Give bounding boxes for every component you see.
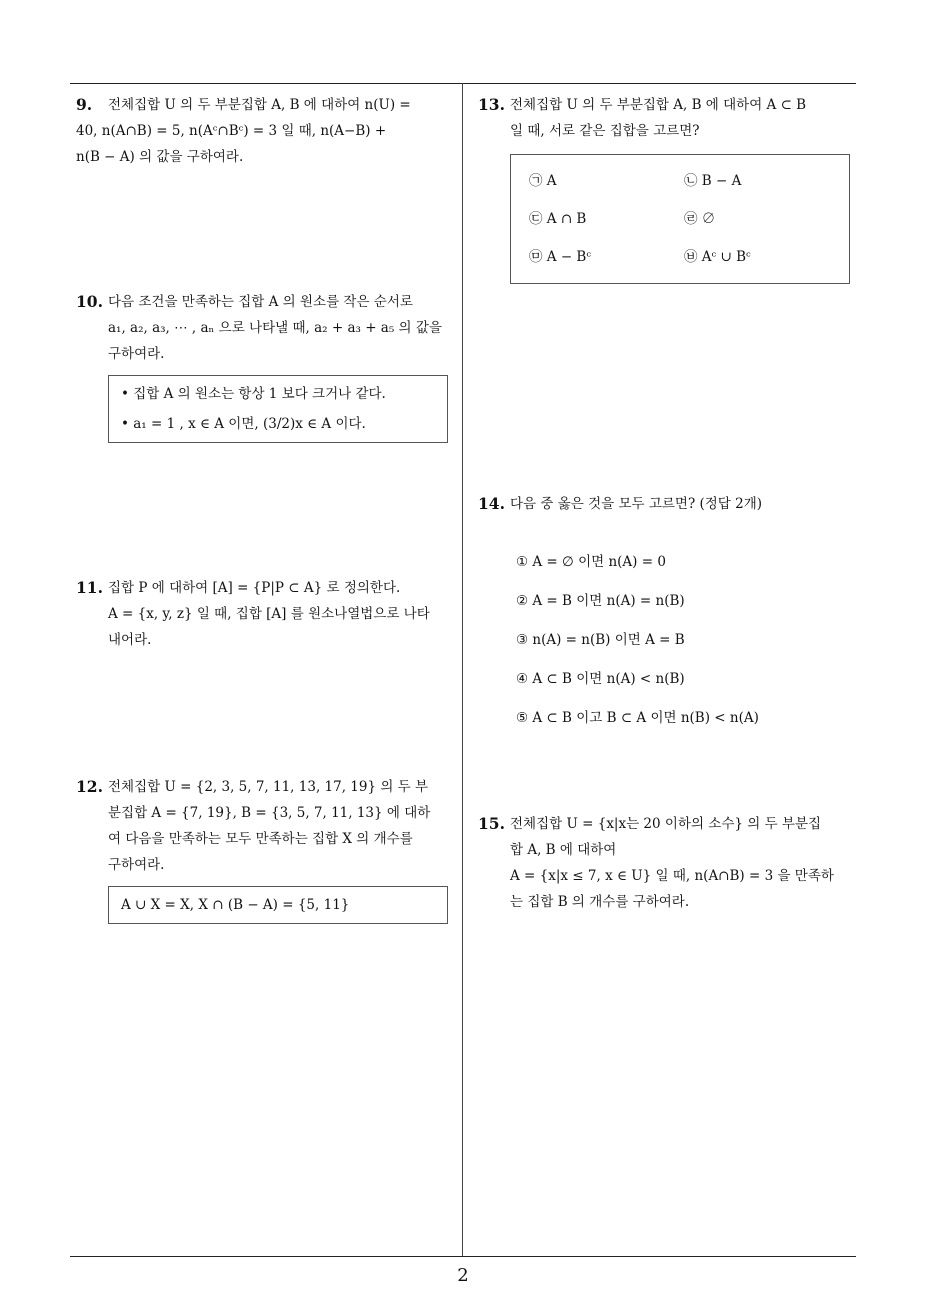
- question-number: 14.: [478, 494, 505, 513]
- question-13: [478, 92, 862, 284]
- question-text-line: 전체집합 U = {x|x는 20 이하의 소수} 의 두 부분집: [510, 816, 822, 832]
- question-text-line: a₁, a₂, a₃, ⋯ , aₙ 으로 나타낼 때, a₂ + a₃ + a₅ 의 값을: [108, 320, 442, 336]
- condition-item: • a₁ = 1 , x ∈ A 이면, (3/2)x ∈ A 이다.: [121, 416, 366, 432]
- question-15: [478, 811, 862, 915]
- question-text-line: n(B − A) 의 값을 구하여라.: [76, 149, 244, 165]
- question-10: [76, 289, 456, 443]
- question-text-line: 여 다음을 만족하는 모두 만족하는 집합 X 의 개수를: [108, 831, 413, 847]
- choice-item: ㉤ A − Bᶜ: [529, 249, 592, 265]
- choice-item: ㉢ A ∩ B: [529, 211, 587, 227]
- question-text-line: 내어라.: [108, 632, 152, 648]
- question-text-line: 다음 중 옳은 것을 모두 고르면? (정답 2개): [510, 496, 763, 512]
- question-11: [76, 575, 456, 653]
- question-number: 15.: [478, 814, 505, 833]
- question-text-line: 일 때, 서로 같은 집합을 고르면?: [510, 123, 700, 139]
- option-list: [510, 543, 862, 738]
- option-item: ⑤ A ⊂ B 이고 B ⊂ A 이면 n(B) < n(A): [516, 710, 759, 726]
- question-number: 10.: [76, 292, 103, 311]
- question-text-line: 전체집합 U 의 두 부분집합 A, B 에 대하여 n(U) =: [108, 97, 411, 113]
- question-text-line: 는 집합 B 의 개수를 구하여라.: [510, 894, 690, 910]
- question-14: [478, 491, 862, 738]
- condition-item: A ∪ X = X, X ∩ (B − A) = {5, 11}: [121, 897, 350, 913]
- choice-item: ㉣ ∅: [684, 211, 716, 227]
- question-text-line: 집합 P 에 대하여 [A] = {P|P ⊂ A} 로 정의한다.: [108, 580, 401, 596]
- question-9: [76, 92, 456, 170]
- question-text-line: A = {x|x ≤ 7, x ∈ U} 일 때, n(A∩B) = 3 을 만족하: [510, 868, 834, 884]
- condition-box: [108, 375, 448, 443]
- option-item: ④ A ⊂ B 이면 n(A) < n(B): [516, 671, 685, 687]
- question-text-line: 구하여라.: [108, 857, 165, 873]
- question-text-line: 구하여라.: [108, 346, 165, 362]
- condition-item: • 집합 A 의 원소는 항상 1 보다 크거나 같다.: [121, 386, 386, 402]
- question-text-line: 분집합 A = {7, 19}, B = {3, 5, 7, 11, 13} 에 대하: [108, 805, 431, 821]
- question-number: 9.: [76, 95, 93, 114]
- option-item: ② A = B 이면 n(A) = n(B): [516, 593, 685, 609]
- question-text-line: 전체집합 U = {2, 3, 5, 7, 11, 13, 17, 19} 의 두 부: [108, 779, 429, 795]
- question-number: 12.: [76, 777, 103, 796]
- choice-item: ㉠ A: [529, 173, 557, 189]
- bottom-rule: [70, 1256, 856, 1257]
- option-item: ③ n(A) = n(B) 이면 A = B: [516, 632, 685, 648]
- question-number: 13.: [478, 95, 505, 114]
- choice-item: ㉥ Aᶜ ∪ Bᶜ: [684, 249, 751, 265]
- question-number: 11.: [76, 578, 103, 597]
- question-12: [76, 774, 456, 924]
- option-item: ① A = ∅ 이면 n(A) = 0: [516, 554, 666, 570]
- choice-item: ㉡ B − A: [684, 173, 742, 189]
- column-divider: [462, 83, 463, 1256]
- question-text-line: 전체집합 U 의 두 부분집합 A, B 에 대하여 A ⊂ B: [510, 97, 807, 113]
- top-rule: [70, 83, 856, 84]
- choice-box: [510, 154, 850, 284]
- question-text-line: 다음 조건을 만족하는 집합 A 의 원소를 작은 순서로: [108, 294, 413, 310]
- condition-box: [108, 886, 448, 924]
- page-number: 2: [457, 1265, 469, 1286]
- question-text-line: 합 A, B 에 대하여: [510, 842, 617, 858]
- question-text-line: A = {x, y, z} 일 때, 집합 [A] 를 원소나열법으로 나타: [108, 606, 430, 622]
- question-text-line: 40, n(A∩B) = 5, n(Aᶜ∩Bᶜ) = 3 일 때, n(A−B) +: [76, 123, 387, 139]
